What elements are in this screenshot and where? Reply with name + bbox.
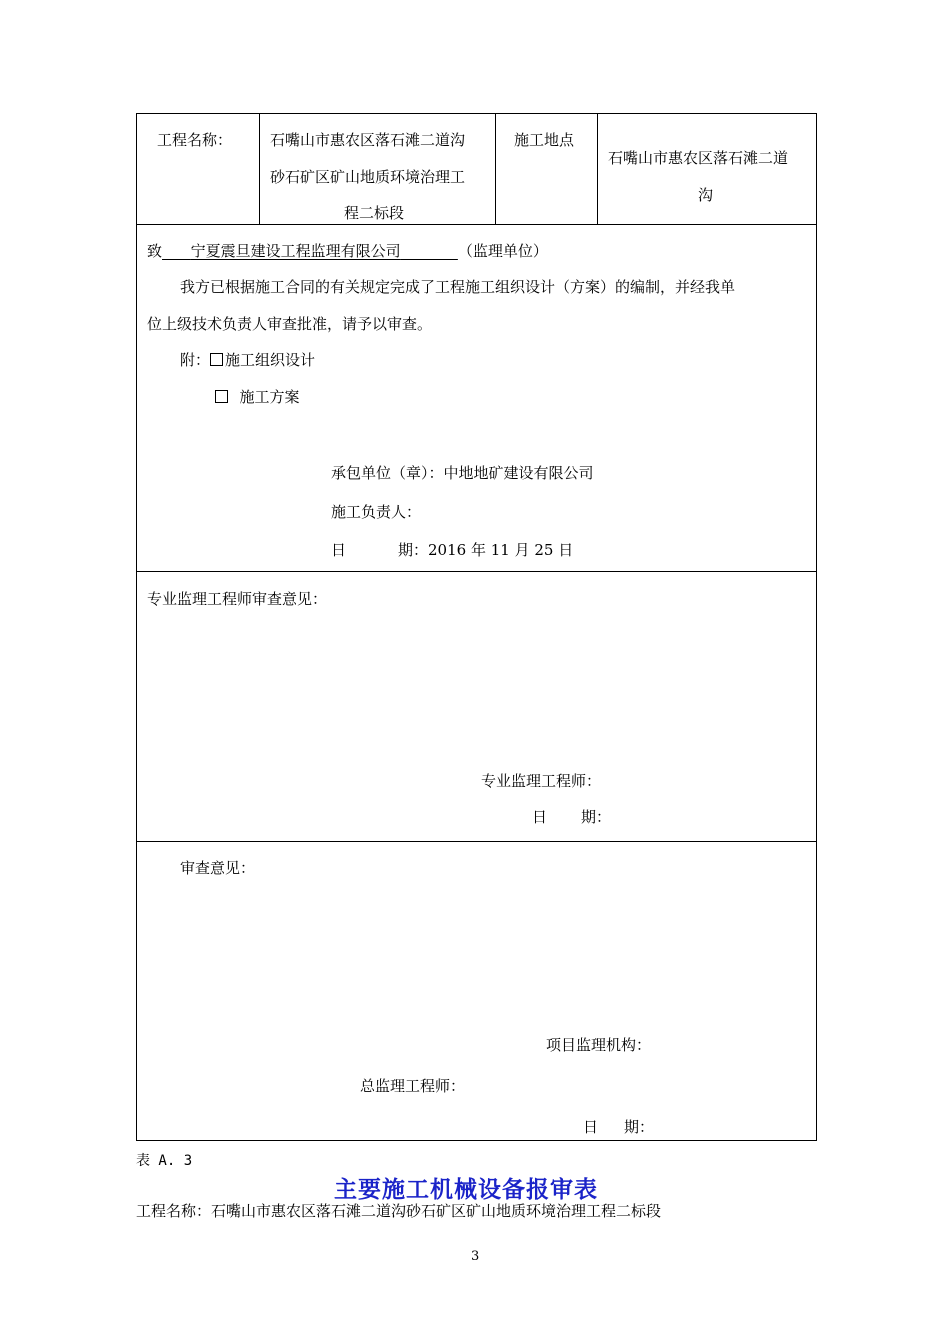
chief-engineer-label: 总监理工程师： xyxy=(360,1077,466,1095)
submission-date-b: 期：2016 年 11 月 25 日 xyxy=(398,541,574,559)
checkbox-org-design[interactable] xyxy=(210,353,223,366)
table-number: 表 A. 3 xyxy=(136,1153,193,1169)
to-prefix: 致 xyxy=(147,242,163,260)
body-line-2: 位上级技术负责人审查批准，请予以审查。 xyxy=(147,315,433,333)
supervisor-suffix: （监理单位） xyxy=(457,242,548,260)
project-name-line-3: 程二标段 xyxy=(344,204,405,222)
attach-item-1-label: 施工组织设计 xyxy=(225,351,316,369)
attach-item-2-label: 施工方案 xyxy=(239,388,300,406)
page-number: 3 xyxy=(471,1249,480,1264)
attach-label: 附： xyxy=(180,351,211,369)
site-label: 施工地点 xyxy=(514,131,575,149)
site-line-1: 石嘴山市惠农区落石滩二道 xyxy=(608,149,789,167)
col-divider-3 xyxy=(597,113,598,224)
chief-review-heading: 审查意见： xyxy=(180,859,256,877)
next-form-project-line: 工程名称：石嘴山市惠农区落石滩二道沟砂石矿区矿山地质环境治理工程二标段 xyxy=(136,1202,662,1220)
row-divider-submission xyxy=(136,571,817,572)
attachment-item-2 xyxy=(215,386,300,407)
supervisor-company: 宁夏震旦建设工程监理有限公司 xyxy=(190,242,401,260)
row-divider-engineer xyxy=(136,841,817,842)
contractor-line: 承包单位（章）：中地地矿建设有限公司 xyxy=(331,464,594,482)
row-divider-header xyxy=(136,224,817,225)
chief-date-a: 日 xyxy=(583,1118,599,1136)
manager-line: 施工负责人： xyxy=(331,503,422,521)
form-table xyxy=(136,113,817,1141)
chief-date-b: 期： xyxy=(624,1118,655,1136)
engineer-review-heading: 专业监理工程师审查意见： xyxy=(147,590,328,608)
supervision-org-label: 项目监理机构： xyxy=(546,1036,652,1054)
attachment-item-1 xyxy=(180,349,315,370)
project-name-line-2: 砂石矿区矿山地质环境治理工 xyxy=(270,168,466,186)
checkbox-construction-plan[interactable] xyxy=(215,390,228,403)
col-divider-2 xyxy=(495,113,496,224)
engineer-date-a: 日 xyxy=(532,808,548,826)
col-divider-1 xyxy=(259,113,260,224)
body-line-1: 我方已根据施工合同的有关规定完成了工程施工组织设计（方案）的编制，并经我单 xyxy=(180,278,736,296)
project-name-line-1: 石嘴山市惠农区落石滩二道沟 xyxy=(270,131,466,149)
engineer-date-b: 期： xyxy=(581,808,612,826)
to-line xyxy=(147,240,548,261)
site-line-2: 沟 xyxy=(698,186,714,204)
engineer-signer-label: 专业监理工程师： xyxy=(481,772,602,790)
project-name-label: 工程名称： xyxy=(157,131,233,149)
form-title: 主要施工机械设备报审表 xyxy=(334,1177,598,1203)
submission-date-a: 日 xyxy=(331,541,347,559)
